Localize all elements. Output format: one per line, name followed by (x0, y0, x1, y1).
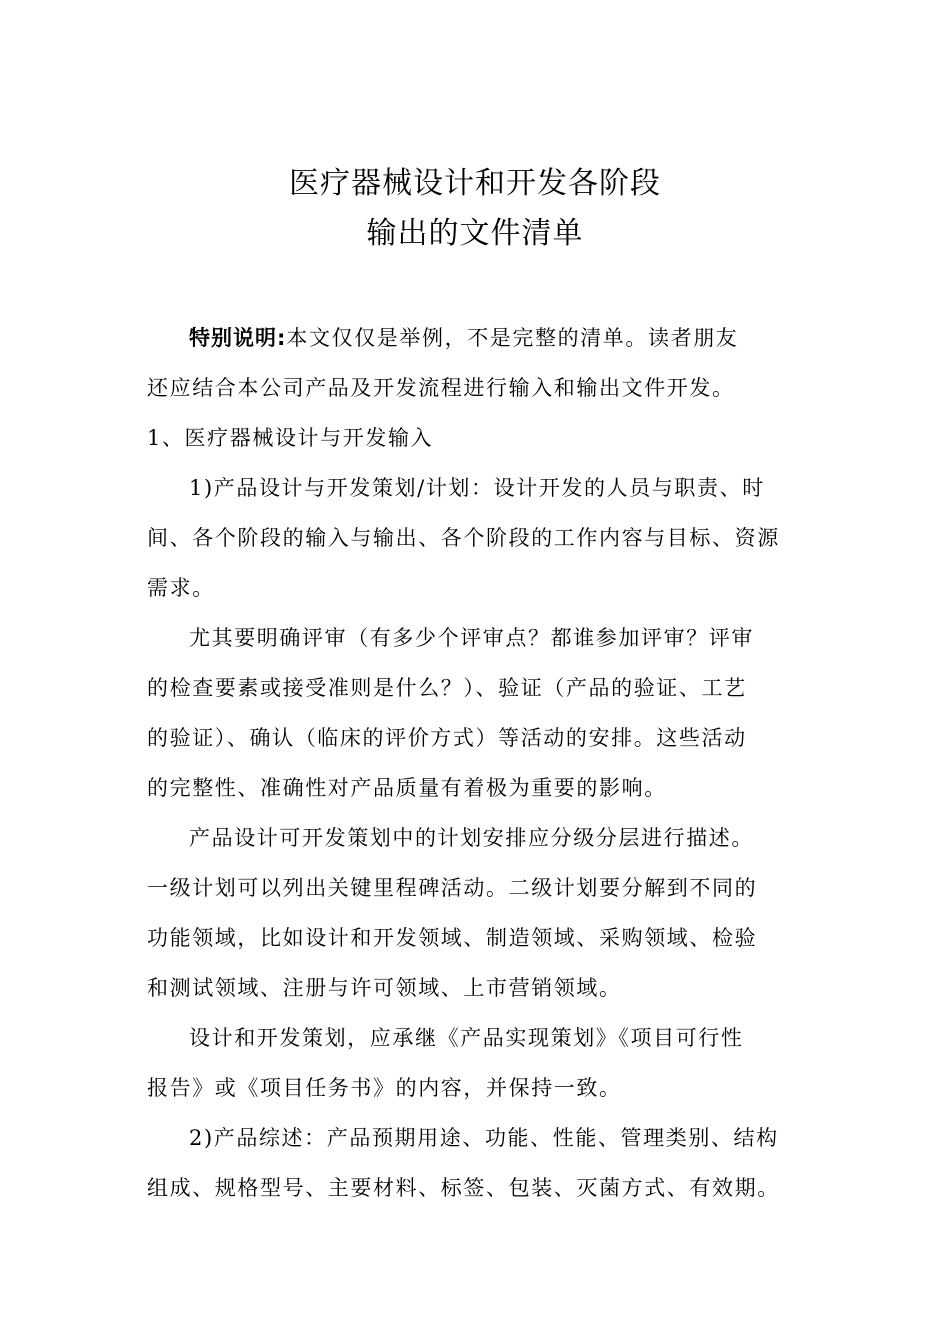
body-line: 设计和开发策划，应承继《产品实现策划》《项目可行性 (189, 1026, 744, 1050)
body-line: 还应结合本公司产品及开发流程进行输入和输出文件开发。 (147, 376, 735, 400)
document-title-line-1: 医疗器械设计和开发各阶段 (289, 166, 661, 201)
body-line: 2)产品综述：产品预期用途、功能、性能、管理类别、结构 (189, 1126, 779, 1150)
body-line: 间、各个阶段的输入与输出、各个阶段的工作内容与目标、资源 (147, 526, 780, 550)
body-line: 的完整性、准确性对产品质量有着极为重要的影响。 (147, 776, 667, 800)
body-line: 组成、规格型号、主要材料、标签、包装、灭菌方式、有效期。 (147, 1176, 780, 1200)
body-line: 1)产品设计与开发策划/计划：设计开发的人员与职责、时 (189, 476, 765, 500)
special-note-label: 特别说明: (189, 326, 287, 350)
body-line: 和测试领域、注册与许可领域、上市营销领域。 (147, 976, 622, 1000)
body-line: 功能领域，比如设计和开发领域、制造领域、采购领域、检验 (147, 926, 758, 950)
body-line: 尤其要明确评审（有多少个评审点？都谁参加评审？评审 (189, 626, 754, 650)
body-line: 需求。 (147, 576, 215, 600)
special-note-paragraph (189, 322, 807, 352)
body-line: 的检查要素或接受准则是什么？）、验证（产品的验证、工艺 (147, 676, 747, 700)
section-heading: 1、医疗器械设计与开发输入 (147, 426, 434, 450)
body-line: 报告》或《项目任务书》的内容，并保持一致。 (147, 1076, 622, 1100)
body-line: 的验证）、确认（临床的评价方式）等活动的安排。这些活动 (147, 726, 747, 750)
special-note-text: 本文仅仅是举例，不是完整的清单。读者朋友 (286, 326, 739, 350)
body-line: 一级计划可以列出关键里程碑活动。二级计划要分解到不同的 (147, 876, 758, 900)
body-line: 产品设计可开发策划中的计划安排应分级分层进行描述。 (189, 826, 754, 850)
document-title-line-2: 输出的文件清单 (366, 216, 584, 251)
